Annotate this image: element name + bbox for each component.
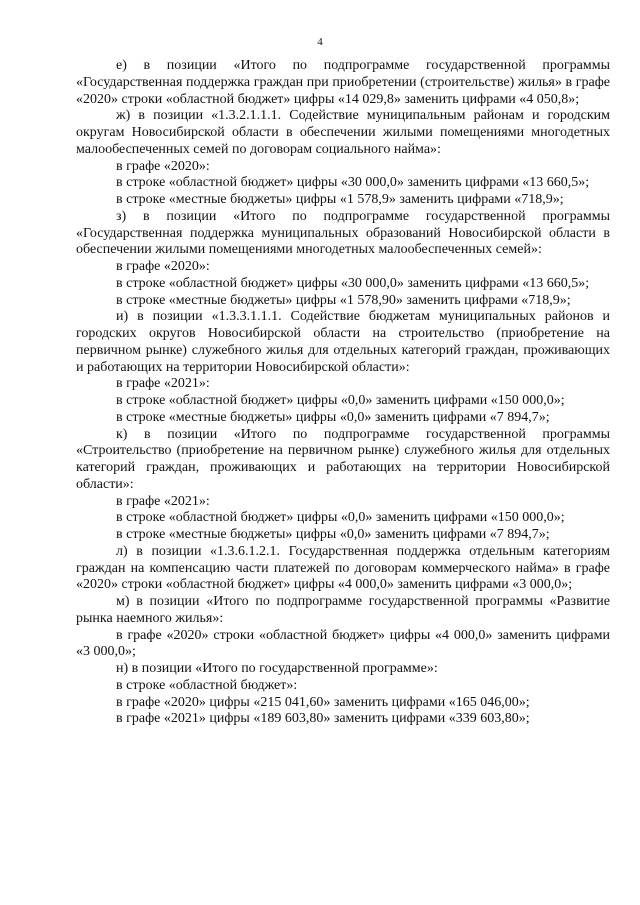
paragraph-column-2020: в графе «2020»: <box>116 158 210 174</box>
paragraph-column-2021-values: в графе «2021» цифры «189 603,80» заменить цифрами «339 603,80»; <box>116 711 530 727</box>
paragraph-column-2020-values: в графе «2020» цифры «215 041,60» заменить цифрами «165 046,00»; <box>116 694 530 710</box>
paragraph-item-z: з) в позиции «Итого по подпрограмме государственной программы «Государственная поддержка муниципальных образований Новосибирской области в обеспечении жилыми помещениями многодетных малообеспеченных семей»: <box>76 208 610 258</box>
paragraph-column-2021: в графе «2021»: <box>116 493 210 509</box>
paragraph-item-m: м) в позиции «Итого по подпрограмме государственной программы «Развитие рынка наемного жилья»: <box>76 594 610 626</box>
paragraph-column-2021: в графе «2021»: <box>116 376 210 392</box>
paragraph-regional-budget-row: в строке «областной бюджет»: <box>116 677 298 693</box>
paragraph-item-n: н) в позиции «Итого по государственной программе»: <box>116 661 438 676</box>
paragraph-item-e: е) в позиции «Итого по подпрограмме государственной программы «Государственная поддержка граждан при приобретении (строительстве) жилья» в графе «2020» строки «областной бюджет» цифры «14 029,8» заменить цифрами «4 050,8»; <box>76 58 610 107</box>
paragraph-local-budgets: в строке «местные бюджеты» цифры «1 578,90» заменить цифрами «718,9»; <box>116 292 571 308</box>
paragraph-regional-budget: в строке «областной бюджет» цифры «30 000,0» заменить цифрами «13 660,5»; <box>116 275 590 291</box>
paragraph-item-l: л) в позиции «1.3.6.1.2.1. Государственная поддержка отдельным категориям граждан на компенсацию части платежей по договорам коммерческого найма» в графе «2020» строки «областной бюджет» цифры «4 000,0» заменить цифрами «3 000,0»; <box>76 543 610 593</box>
paragraph-item-i: и) в позиции «1.3.3.1.1.1. Содействие бюджетам муниципальных районов и городских округов Новосибирской области на строительство (приобретение на первичном рынке) служебного жилья для отдельных категорий граждан, проживающих и работающих на территории Новосибирской области»: <box>76 309 610 375</box>
paragraph-item-k: к) в позиции «Итого по подпрограмме государственной программы «Строительство (приобретение на первичном рынке) служебного жилья для отдельных категорий граждан, проживающих и работающих на территории Новосибирской области»: <box>76 426 610 492</box>
paragraph-regional-budget: в строке «областной бюджет» цифры «30 000,0» заменить цифрами «13 660,5»; <box>116 175 590 191</box>
paragraph-item-zh: ж) в позиции «1.3.2.1.1.1. Содействие муниципальным районам и городским округам Новосибирской области в обеспечении жилыми помещениями многодетных малообеспеченных семей по договорам социального найма»: <box>76 108 610 157</box>
paragraph-column-2020: в графе «2020»: <box>116 259 210 274</box>
page-number: 4 <box>317 36 323 48</box>
paragraph-regional-budget: в строке «областной бюджет» цифры «0,0» заменить цифрами «150 000,0»; <box>116 510 565 526</box>
paragraph-regional-budget: в строке «областной бюджет» цифры «0,0» заменить цифрами «150 000,0»; <box>116 393 565 408</box>
document-body <box>76 58 610 728</box>
paragraph-local-budgets: в строке «местные бюджеты» цифры «0,0» заменить цифрами «7 894,7»; <box>116 409 550 425</box>
paragraph-local-budgets: в строке «местные бюджеты» цифры «0,0» заменить цифрами «7 894,7»; <box>116 527 550 542</box>
paragraph-local-budgets: в строке «местные бюджеты» цифры «1 578,9» заменить цифрами «718,9»; <box>116 192 564 207</box>
paragraph-column-2020-regional: в графе «2020» строки «областной бюджет» цифры «4 000,0» заменить цифрами «3 000,0»; <box>76 627 610 660</box>
